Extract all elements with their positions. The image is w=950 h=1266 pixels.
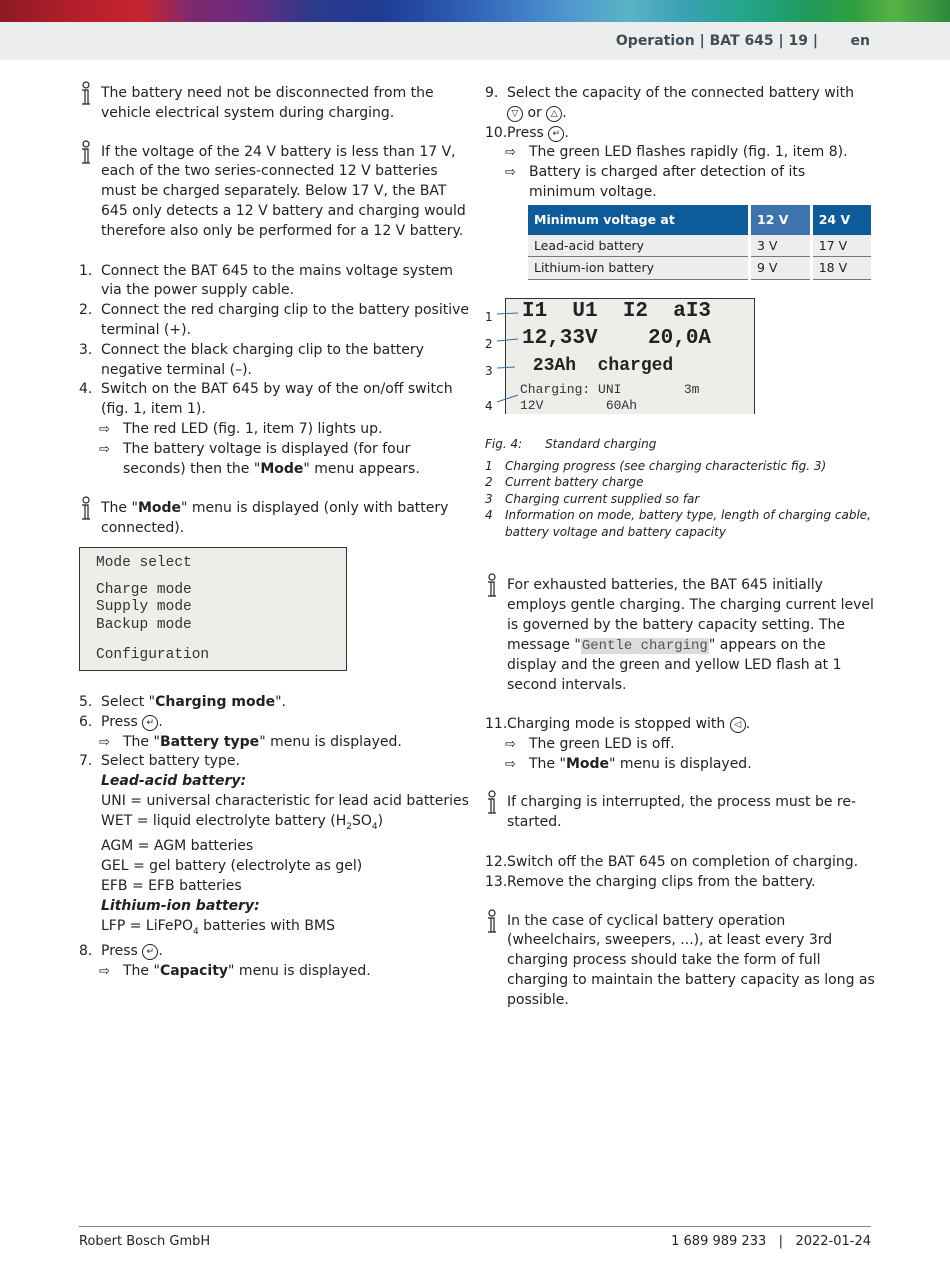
caption-number: 2 [485, 475, 493, 490]
down-key-icon: ▽ [507, 106, 523, 122]
note-text: " appears on the display and the green and yellow LED flash at 1 second intervals. [507, 636, 842, 694]
step-text: Select the capacity of the connected battery with [507, 85, 854, 101]
result-arrow-icon: ⇨ [505, 145, 516, 161]
battery-category-title: Lithium-ion battery: [101, 897, 260, 914]
caption-text: Charging progress (see charging characteristic fig. 3) [505, 458, 827, 473]
table-cell: 17 V [811, 235, 871, 257]
step-text: or [527, 104, 542, 121]
step-text-bold: Charging mode [155, 693, 276, 710]
result-text: " menu appears. [303, 460, 420, 477]
display-message: Gentle charging [581, 637, 708, 654]
note-text: If charging is interrupted, the process must be re-started. [507, 794, 857, 831]
step-number: 11. [485, 715, 508, 732]
result-arrow-icon: ⇨ [99, 421, 110, 437]
note-text: " menu is displayed (only with battery connected). [101, 500, 449, 537]
step-item [79, 262, 469, 302]
step-item: 11. Charging mode is stopped with ◁ . [485, 715, 875, 735]
step-number: 6. [79, 713, 93, 730]
lcd-line: 12,33V 20,0A [522, 327, 712, 351]
right-column [485, 84, 875, 1030]
lcd-figure [485, 298, 875, 418]
step-result [485, 163, 875, 203]
step-number: 10. [485, 124, 508, 141]
menu-item: Configuration [96, 646, 210, 663]
lcd-line: Charging: UNI 3m [520, 382, 700, 398]
step-item: 10. Press ↵ . [485, 124, 875, 144]
step-number: 8. [79, 943, 93, 960]
step-number: 2. [79, 302, 93, 319]
step-text: Remove the charging clips from the battery. [507, 873, 816, 890]
footer-divider [79, 1226, 871, 1227]
caption-number: 1 [485, 458, 493, 473]
table-header-row [528, 205, 871, 235]
step-item: 8. Press ↵ . [79, 942, 469, 962]
caption-item [485, 507, 875, 540]
step-item [79, 301, 469, 341]
table-cell: 18 V [811, 257, 871, 280]
battery-category-title: Lead-acid battery: [101, 773, 247, 790]
caption-item [485, 474, 875, 491]
result-text: Battery is charged after detection of its minimum voltage. [529, 164, 806, 200]
minimum-voltage-table [528, 205, 871, 280]
caption-text: Charging current supplied so far [505, 491, 700, 506]
item-text: ) [377, 812, 384, 829]
caption-text: Current battery charge [505, 475, 644, 490]
brand-color-bar [0, 0, 950, 22]
result-text: " menu is displayed. [609, 755, 752, 772]
step-item: 6. Press ↵ . [79, 713, 469, 733]
step-text: ". [275, 693, 286, 710]
header-language: en [850, 33, 870, 49]
result-arrow-icon: ⇨ [505, 165, 516, 181]
menu-item: Backup mode [96, 617, 192, 634]
step-text: Connect the black charging clip to the battery negative terminal (–). [101, 341, 424, 378]
figure-label: Fig. 4: [485, 437, 523, 452]
caption-text: Information on mode, battery type, length of charging cable, battery voltage and battery capacity [505, 508, 871, 539]
item-text: batteries with BMS [198, 917, 335, 934]
lcd-line: I1 U1 I2 aI3 [522, 300, 712, 324]
table-header: Minimum voltage at [528, 205, 750, 235]
document-date: 2022-01-24 [795, 1234, 871, 1249]
step-number: 9. [485, 85, 499, 101]
table-header: 24 V [811, 205, 871, 235]
note-text: The battery need not be disconnected from the vehicle electrical system during charging. [101, 85, 434, 121]
battery-type-item: EFB = EFB batteries [101, 877, 242, 894]
step-text: Select battery type. [101, 753, 240, 770]
item-text: WET = liquid electrolyte battery (H [101, 812, 347, 829]
info-icon [79, 496, 93, 522]
battery-type-item [79, 812, 469, 838]
result-text: The battery voltage is displayed (for four seconds) then the " [123, 440, 411, 477]
step-number: 4. [79, 381, 93, 398]
result-text-bold: Mode [260, 460, 304, 477]
table-cell: 3 V [750, 235, 812, 257]
caption-number: 4 [485, 508, 493, 523]
step-item [485, 853, 875, 873]
enter-key-icon: ↵ [548, 126, 564, 142]
result-text-bold: Mode [565, 755, 610, 772]
callout-number: 2 [485, 337, 493, 352]
info-icon [79, 81, 93, 107]
item-text: SO [351, 812, 372, 829]
subscript: 2 [346, 821, 352, 832]
battery-type-item [79, 917, 469, 943]
info-note [79, 143, 469, 242]
result-text: " menu is displayed. [259, 733, 402, 750]
subscript: 4 [192, 926, 199, 937]
result-text: The green LED flashes rapidly (fig. 1, item 8). [529, 144, 848, 161]
table-cell: 9 V [750, 257, 812, 280]
note-text: For exhausted batteries, the BAT 645 initially employs gentle charging. The charging current level is governed by the battery capacity setting. The message " [507, 577, 874, 653]
step-number: 3. [79, 341, 93, 358]
step-text: Press [507, 124, 544, 141]
step-item [79, 693, 469, 713]
step-text: Select " [101, 693, 156, 710]
step-text: Switch on the BAT 645 by way of the on/off switch (fig. 1, item 1). [101, 381, 453, 418]
step-text: Charging mode is stopped with [507, 715, 726, 732]
enter-key-icon: ↵ [142, 715, 158, 731]
step-number: 13. [485, 873, 508, 890]
info-note [79, 84, 469, 124]
step-item [485, 873, 875, 893]
callout-number: 4 [485, 399, 493, 414]
item-text: LFP = LiFePO [101, 917, 193, 934]
step-number: 1. [79, 262, 93, 279]
info-note [485, 912, 875, 1011]
document-number: 1 689 989 233 [671, 1234, 767, 1249]
callout-number: 1 [485, 310, 493, 325]
step-item [79, 752, 469, 772]
step-number: 12. [485, 853, 508, 870]
figure-caption [485, 436, 875, 453]
enter-key-icon: ↵ [142, 944, 158, 960]
battery-type-item: AGM = AGM batteries [101, 838, 254, 855]
step-item: 9. Select the capacity of the connected battery with ▽ or △ . [485, 85, 854, 121]
table-row [528, 235, 871, 257]
callout-lines [485, 298, 525, 418]
result-text: The green LED is off. [529, 735, 675, 752]
menu-item: Charge mode [96, 581, 192, 598]
up-key-icon: △ [546, 106, 562, 122]
step-item [79, 380, 469, 420]
display-menu-box [79, 547, 347, 671]
battery-type-item: GEL = gel battery (electrolyte as gel) [101, 858, 363, 875]
back-key-icon: ◁ [730, 717, 746, 733]
info-icon [79, 140, 93, 166]
step-text: Press [101, 713, 138, 730]
table-header: 12 V [750, 205, 812, 235]
result-text: The " [529, 755, 566, 772]
step-text: Switch off the BAT 645 on completion of charging. [507, 853, 859, 870]
lcd-line: 23Ah charged [522, 356, 674, 377]
figure-title: Standard charging [545, 437, 657, 452]
info-icon [485, 909, 499, 935]
note-text: If the voltage of the 24 V battery is less than 17 V, each of the two series-connected 12 V batteries must be charged separately. Below 17 V, the BAT 645 only detects a 12 V battery and charging would therefore also only be performed for a 12 V battery. [101, 143, 466, 239]
step-number: 7. [79, 753, 93, 770]
caption-item [485, 491, 875, 508]
step-result [485, 755, 875, 775]
result-text: The red LED (fig. 1, item 7) lights up. [123, 420, 383, 437]
left-column [79, 84, 469, 982]
note-text: In the case of cyclical battery operation (wheelchairs, sweepers, ...), at least every 3rd charging process should take the form of full charging to maintain the battery capacity as long as possible. [507, 912, 875, 1008]
info-note [485, 576, 875, 696]
step-result [79, 440, 469, 480]
result-text: The " [123, 962, 160, 979]
step-result [79, 733, 469, 753]
result-arrow-icon: ⇨ [99, 441, 110, 457]
lcd-display [505, 298, 755, 414]
step-result [485, 735, 875, 755]
table-cell: Lead-acid battery [528, 235, 750, 257]
step-result [79, 420, 469, 440]
result-arrow-icon: ⇨ [99, 963, 110, 979]
subscript: 4 [371, 821, 378, 832]
caption-item [485, 458, 875, 475]
result-text-bold: Battery type [159, 733, 260, 750]
result-arrow-icon: ⇨ [99, 734, 110, 750]
step-item [79, 341, 469, 381]
step-text: Connect the BAT 645 to the mains voltage system via the power supply cable. [101, 262, 454, 299]
caption-number: 3 [485, 491, 493, 506]
footer-doc-info [671, 1234, 871, 1249]
menu-item: Supply mode [96, 599, 192, 616]
result-text-bold: Capacity [159, 962, 229, 979]
lcd-line: 12V 60Ah [520, 398, 638, 414]
step-result [485, 143, 875, 163]
result-arrow-icon: ⇨ [505, 736, 516, 752]
note-text-bold: Mode [137, 500, 182, 517]
table-row [528, 257, 871, 280]
info-note [79, 499, 469, 539]
info-icon [485, 790, 499, 816]
info-note [485, 793, 875, 833]
step-text: Connect the red charging clip to the battery positive terminal (+). [101, 302, 470, 338]
result-arrow-icon: ⇨ [505, 756, 516, 772]
footer-company: Robert Bosch GmbH [79, 1234, 211, 1249]
note-text: The " [101, 500, 138, 517]
footer-separator: | [778, 1234, 784, 1249]
step-number: 5. [79, 693, 93, 710]
page-header [0, 22, 950, 60]
header-title: Operation | BAT 645 | 19 | [615, 33, 818, 49]
info-icon [485, 573, 499, 599]
table-cell: Lithium-ion battery [528, 257, 750, 280]
result-text: " menu is displayed. [228, 962, 371, 979]
step-text: Press [101, 943, 138, 960]
battery-type-item: UNI = universal characteristic for lead acid batteries [101, 792, 469, 809]
step-result [79, 962, 469, 982]
result-text: The " [123, 733, 160, 750]
callout-number: 3 [485, 364, 493, 379]
menu-title: Mode select [96, 554, 192, 571]
